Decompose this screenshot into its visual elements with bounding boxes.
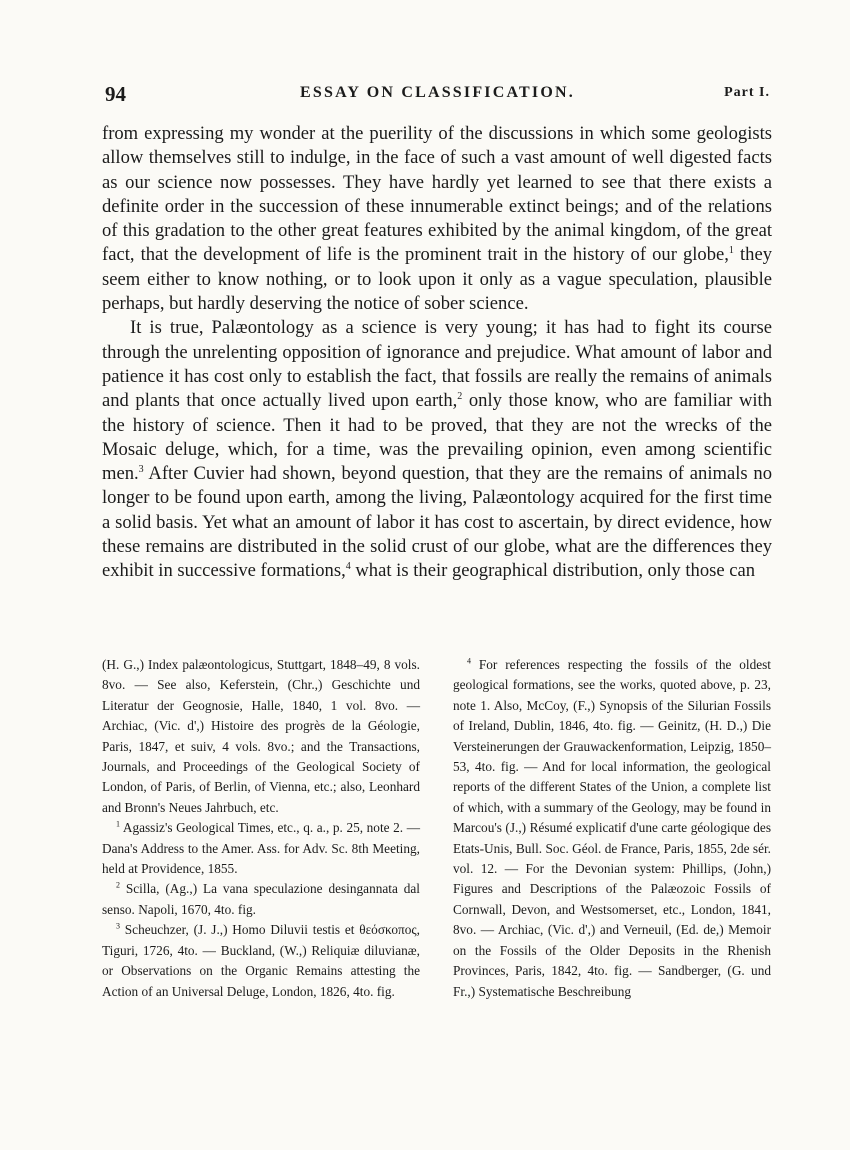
footnote-ref: 4 <box>345 561 351 573</box>
footnote-ref: 3 <box>138 463 144 475</box>
part-label: Part I. <box>724 85 770 100</box>
paragraph-1: from expressing my wonder at the puerility of the discussions in which some geologists allow themselves still to indulge, in the face of such a vast amount of well digested facts as our science now possesses. They have hardly yet learned to see that there exists a definite order in the succession of these innumerable extinct beings; and of the relations of this gradation to the other great features exhibited by the animal kingdom, of the great fact, that the development of life is the prominent trait in the history of our globe,$^1$ they seem either to know nothing, or to look upon it only as a vague speculation, plausible perhaps, but hardly deserving the notice of sober science. <box>102 123 772 315</box>
running-header <box>105 82 770 108</box>
footnote-4: $^4$ For references respecting the fossils of the oldest geological formations, see the works, quoted above, p. 23, note 1. Also, McCoy, (F.,) Synopsis of the Silurian Fossils of Ireland, Dublin, 1846, 4to. fig. — Geinitz, (H. D.,) Die Versteinerungen der Grauwackenformation, Leipzig, 1850–53, 4to. fig. — And for local information, the geological reports of the different States of the Union, a complete list of which, with a summary of the Geology, may be found in Marcou's (J.,) Résumé explicatif d'une carte géologique des Etats-Unis, Bull. Soc. Géol. de France, Paris, 1855, 2de sér. vol. 12. — For the Devonian system: Phillips, (John,) Figures and Descriptions of the Palæozoic Fossils of Cornwall, Devon, and Westsomerset, etc., London, 1841, 8vo. — Archiac, (Vic. d',) and Verneuil, (Ed. de,) Memoir on the Fossils of the Older Deposits in the Rhenish Provinces, Paris, 1842, 4to. fig. — Sandberger, (G. und Fr.,) Systematische Beschreibung <box>453 656 771 999</box>
footnote-1: $^1$ Agassiz's Geological Times, etc., q. a., p. 25, note 2. — Dana's Address to the Amer. Ass. for Adv. Sc. 8th Meeting, held at Providence, 1855. <box>102 819 420 877</box>
paragraph-2: It is true, Palæontology as a science is very young; it has had to fight its course through the unrelenting opposition of ignorance and prejudice. What amount of labor and patience it has cost only to establish the fact, that fossils are really the remains of animals and plants that once actually lived upon earth,$^2$ only those know, who are familiar with the history of science. Then it had to be proved, that they are not the wrecks of the Mosaic deluge, which, for a time, was the prevailing opinion, even among scientific men.$^3$ After Cuvier had shown, beyond question, that they are the remains of animals no longer to be found upon earth, among the living, Palæontology acquired for the first time a solid basis. Yet what an amount of labor it has cost to ascertain, by direct evidence, how these remains are distributed in the solid crust of our globe, what are the differences they exhibit in successive formations,$^4$ what is their geographical distribution, only those can <box>102 317 773 582</box>
footnote-2: $^2$ Scilla, (Ag.,) La vana speculazione desingannata dal senso. Napoli, 1670, 4to. fig. <box>102 881 420 917</box>
footnote-3: $^3$ Scheuchzer, (J. J.,) Homo Diluvii testis et θεόσκοπος, Tiguri, 1726, 4to. — Buckland, (W.,) Reliquiæ diluvianæ, or Observations on the Organic Remains attesting the Action of an Universal Deluge, London, 1826, 4to. fig. <box>102 921 420 999</box>
footnote-continuation: (H. G.,) Index palæontologicus, Stuttgart, 1848–49, 8 vols. 8vo. — See also, Keferstein, (Chr.,) Geschichte und Literatur der Geognosie, Halle, 1840, 1 vol. 8vo. — Archiac, (Vic. d',) Histoire des progrès de la Géologie, Paris, 1847, et suiv, 4 vols. 8vo.; and the Transactions, Journals, and Proceedings of the Geological Society of London, of Paris, of Berlin, of Vienna, etc.; also, Leonhard and Bronn's Neues Jahrbuch, etc. <box>102 657 420 815</box>
footnotes-left-column <box>102 655 420 1002</box>
footnote-ref: 1 <box>728 245 734 257</box>
page-number: 94 <box>105 82 126 106</box>
main-text <box>102 122 772 584</box>
running-title: ESSAY ON CLASSIFICATION. <box>300 84 575 101</box>
footnotes-right-column <box>453 655 771 1002</box>
footnote-ref: 2 <box>457 391 463 403</box>
